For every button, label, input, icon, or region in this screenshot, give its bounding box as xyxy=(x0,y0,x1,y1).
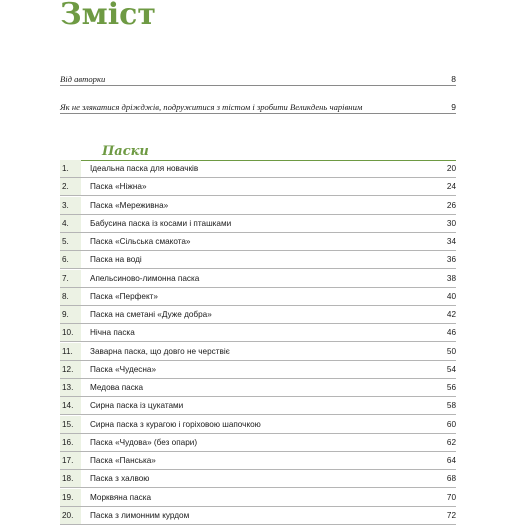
toc-row-title: Паска «Перфект» xyxy=(90,291,158,301)
toc-row-title: Ідеальна паска для новачків xyxy=(90,164,199,174)
toc-row-title: Сирна паска з курагою і горіховою шапочкою xyxy=(90,419,261,429)
toc-row-title: Паска на воді xyxy=(90,255,142,265)
toc-row[interactable] xyxy=(60,178,456,196)
toc-row-page: 56 xyxy=(446,383,456,393)
toc-row-page: 26 xyxy=(446,200,456,210)
toc-row[interactable] xyxy=(60,416,456,434)
toc-row[interactable] xyxy=(60,160,456,178)
toc-row-number: 16. xyxy=(60,434,81,451)
toc-row-number: 9. xyxy=(60,306,81,323)
intro-row-text: Як не злякатися дріжджів, подружитися з тістом і зробити Великдень чарівним xyxy=(60,102,363,112)
toc-row-number: 13. xyxy=(60,379,81,396)
toc-row-page: 40 xyxy=(446,291,456,301)
toc-row[interactable] xyxy=(60,270,456,288)
toc-row-page: 60 xyxy=(446,419,456,429)
toc-row-page: 62 xyxy=(446,437,456,447)
toc-row[interactable] xyxy=(60,343,456,361)
toc-row-number: 12. xyxy=(60,361,81,378)
toc-row-page: 54 xyxy=(446,364,456,374)
toc-row-number: 7. xyxy=(60,270,81,287)
toc-row-number: 14. xyxy=(60,397,81,414)
toc-row-number: 6. xyxy=(60,251,81,268)
toc-row-page: 42 xyxy=(446,310,456,320)
toc-row[interactable] xyxy=(60,233,456,251)
toc-row[interactable] xyxy=(60,452,456,470)
toc-row-title: Паска з лимонним курдом xyxy=(90,510,190,520)
toc-row-number: 19. xyxy=(60,489,81,506)
toc-row-title: Апельсиново-лимонна паска xyxy=(90,273,200,283)
toc-row-number: 20. xyxy=(60,507,81,524)
toc-row[interactable] xyxy=(60,288,456,306)
toc-row[interactable] xyxy=(60,324,456,342)
toc-row[interactable] xyxy=(60,361,456,379)
section-title: Паски xyxy=(102,144,149,159)
intro-row-page: 8 xyxy=(451,74,456,84)
toc-row-title: Паска «Чудова» (без опари) xyxy=(90,437,198,447)
toc-row-title: Паска на сметані «Дуже добра» xyxy=(90,310,212,320)
toc-row-page: 20 xyxy=(446,164,456,174)
toc-row-number: 1. xyxy=(60,160,81,177)
intro-row[interactable] xyxy=(60,100,456,114)
toc-row-page: 70 xyxy=(446,492,456,502)
toc-row-page: 24 xyxy=(446,182,456,192)
toc-row-number: 8. xyxy=(60,288,81,305)
toc-row-number: 10. xyxy=(60,324,81,341)
toc-row[interactable] xyxy=(60,306,456,324)
intro-row-page: 9 xyxy=(451,102,456,112)
toc-row-page: 68 xyxy=(446,474,456,484)
toc-row-title: Паска «Мереживна» xyxy=(90,200,169,210)
toc-row-title: Сирна паска із цукатами xyxy=(90,401,184,411)
toc-row[interactable] xyxy=(60,379,456,397)
toc-row-page: 72 xyxy=(446,510,456,520)
toc-row-page: 38 xyxy=(446,273,456,283)
toc-row-number: 17. xyxy=(60,452,81,469)
intro-row-text: Від авторки xyxy=(60,74,106,84)
toc-row-title: Нічна паска xyxy=(90,328,135,338)
toc-row-number: 3. xyxy=(60,197,81,214)
toc-row-title: Бабусина паска із косами і пташками xyxy=(90,218,232,228)
toc-row-page: 64 xyxy=(446,456,456,466)
intro-row[interactable] xyxy=(60,72,456,86)
toc-row[interactable] xyxy=(60,489,456,507)
toc-row-number: 4. xyxy=(60,215,81,232)
toc-row-title: Заварна паска, що довго не черствіє xyxy=(90,346,230,356)
toc-row[interactable] xyxy=(60,397,456,415)
toc-row[interactable] xyxy=(60,507,456,525)
toc-row-title: Паска «Ніжна» xyxy=(90,182,147,192)
toc-row-title: Медова паска xyxy=(90,383,144,393)
toc-row-number: 11. xyxy=(60,343,81,360)
toc-row-title: Паска з халвою xyxy=(90,474,150,484)
toc-row-title: Морквяна паска xyxy=(90,492,152,502)
toc-row[interactable] xyxy=(60,251,456,269)
toc-row-title: Паска «Сільська смакота» xyxy=(90,237,191,247)
toc-row-number: 18. xyxy=(60,470,81,487)
toc-row-page: 36 xyxy=(446,255,456,265)
toc-row-page: 46 xyxy=(446,328,456,338)
toc-row[interactable] xyxy=(60,434,456,452)
toc-row[interactable] xyxy=(60,470,456,488)
toc-row-page: 50 xyxy=(446,346,456,356)
page-title: Зміст xyxy=(60,0,156,32)
toc-row-title: Паска «Панська» xyxy=(90,456,156,466)
toc-row-page: 30 xyxy=(446,218,456,228)
toc-row-title: Паска «Чудесна» xyxy=(90,364,157,374)
toc-row-number: 15. xyxy=(60,416,81,433)
toc-row[interactable] xyxy=(60,215,456,233)
toc-row-number: 2. xyxy=(60,178,81,195)
toc-row[interactable] xyxy=(60,197,456,215)
toc-row-number: 5. xyxy=(60,233,81,250)
toc-row-page: 34 xyxy=(446,237,456,247)
toc-row-page: 58 xyxy=(446,401,456,411)
